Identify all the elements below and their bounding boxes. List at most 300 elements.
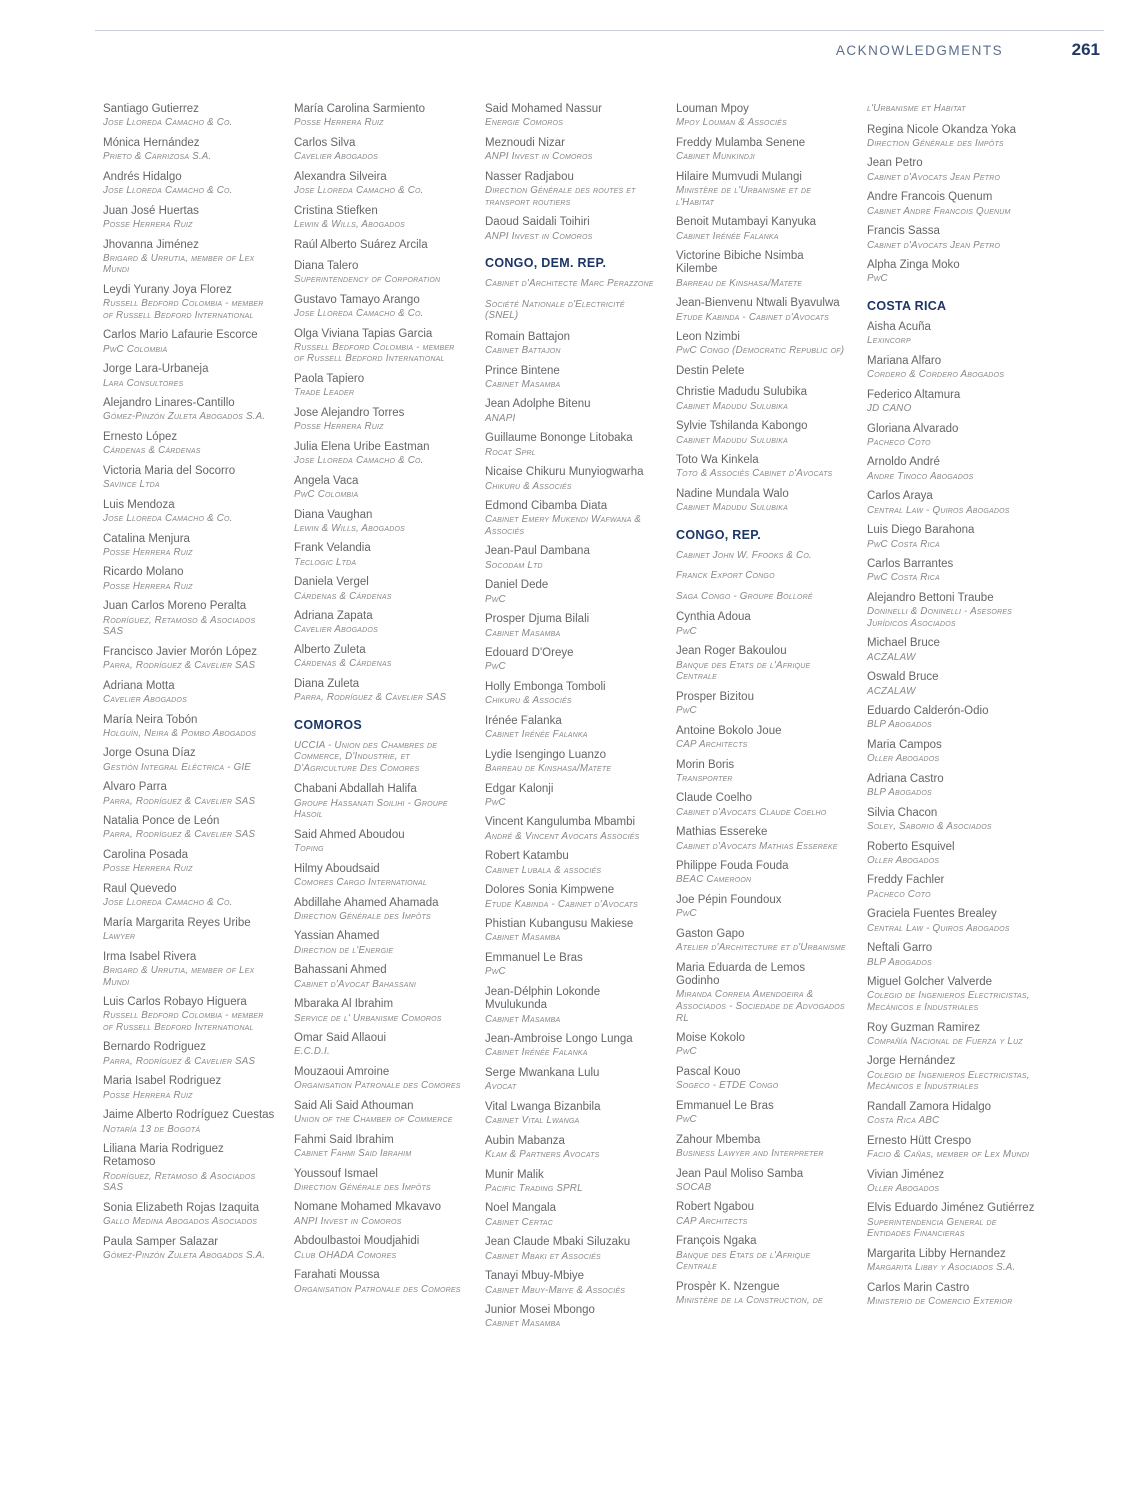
person-affiliation: Lawyer [103, 931, 136, 943]
person-entry [867, 157, 1039, 183]
person-entry [294, 1235, 466, 1261]
person-name: Cristina Stiefken [294, 204, 378, 217]
person-entry [103, 171, 275, 197]
person-affiliation: Klam & Partners Avocats [485, 1149, 600, 1161]
person-entry [294, 373, 466, 399]
person-affiliation: Cabinet Madudu Sulubika [676, 502, 788, 514]
person-name: Ricardo Molano [103, 566, 184, 579]
person-entry [294, 964, 466, 990]
person-entry [485, 398, 657, 424]
person-entry [294, 239, 466, 252]
person-affiliation: Union of the Chamber of Commerce [294, 1114, 453, 1126]
person-entry [867, 874, 1039, 900]
person-name: Mbaraka Al Ibrahim [294, 998, 394, 1011]
person-name: Dolores Sonia Kimpwene [485, 884, 615, 897]
person-affiliation: Cavelier Abogados [294, 624, 378, 636]
person-affiliation: PwC Costa Rica [867, 538, 940, 550]
person-name: Gustavo Tamayo Arango [294, 293, 420, 306]
person-entry [867, 1248, 1039, 1274]
person-name: Louman Mpoy [676, 103, 749, 115]
person-affiliation: Cabinet Fahmi Said Ibrahim [294, 1148, 412, 1160]
person-affiliation: PwC [485, 796, 506, 808]
person-name: Adriana Castro [867, 772, 944, 785]
person-entry [294, 1100, 466, 1126]
acknowledgments-columns [103, 103, 1039, 1338]
person-entry [485, 1135, 657, 1161]
person-entry [294, 610, 466, 636]
person-name: Freddy Mulamba Senene [676, 136, 806, 149]
person-entry [485, 613, 657, 639]
person-affiliation: Organisation Patronale des Comores [294, 1283, 461, 1295]
person-entry [103, 1236, 275, 1262]
person-name: Catalina Menjura [103, 532, 190, 545]
person-name: Daoud Saidali Toihiri [485, 216, 590, 229]
person-entry [867, 671, 1039, 697]
person-entry [485, 1304, 657, 1330]
person-entry [103, 465, 275, 491]
person-entry [867, 355, 1039, 381]
person-name: Irma Isabel Rivera [103, 950, 197, 963]
person-entry [103, 137, 275, 163]
person-name: Philippe Fouda Fouda [676, 860, 789, 873]
person-name: Jorge Hernández [867, 1055, 956, 1068]
person-name: Adriana Motta [103, 679, 175, 692]
person-name: Roy Guzman Ramirez [867, 1021, 981, 1034]
person-name: Alberto Zuleta [294, 644, 366, 656]
person-affiliation: Lara Consultores [103, 377, 184, 389]
person-entry [294, 171, 466, 197]
person-affiliation: Cabinet Lubala & associés [485, 864, 602, 876]
person-entry [485, 986, 657, 1025]
person-name: Maria Campos [867, 738, 942, 751]
person-entry [294, 930, 466, 956]
person-name: Emmanuel Le Bras [485, 951, 583, 964]
person-entry [294, 1269, 466, 1295]
person-affiliation: Cabinet d'Avocat Bahassani [294, 978, 416, 990]
person-affiliation: Prieto & Carrizosa S.A. [103, 151, 212, 163]
person-affiliation: Club OHADA Comores [294, 1249, 397, 1261]
person-entry [294, 678, 466, 704]
person-entry [867, 976, 1039, 1013]
person-entry [867, 1169, 1039, 1195]
header-line [0, 40, 1136, 60]
person-affiliation: Energie Comoros [485, 117, 564, 129]
person-name: Romain Battajon [485, 330, 571, 343]
person-entry [676, 137, 848, 163]
person-entry [485, 137, 657, 163]
organization-entry: Cabinet John W. Ffooks & Co. [676, 549, 812, 561]
person-name: Ernesto Hütt Crespo [867, 1134, 972, 1147]
person-entry [867, 592, 1039, 629]
person-affiliation: Service de l' Urbanisme Comoros [294, 1012, 442, 1024]
person-affiliation: Doninelli & Doninelli - Asesores Jurídicos Asociados [867, 606, 1013, 629]
person-affiliation: Ministère de l'Urbanisme et de l'Habitat [676, 185, 812, 208]
person-name: Pascal Kouo [676, 1065, 741, 1078]
organization-entry: Saga Congo - Groupe Bolloré [676, 590, 813, 602]
person-affiliation: PwC Costa Rica [867, 572, 940, 584]
person-entry [294, 137, 466, 163]
person-entry [867, 942, 1039, 968]
person-name: François Ngaka [676, 1235, 757, 1248]
person-name: Francis Sassa [867, 225, 940, 238]
person-entry [676, 826, 848, 852]
person-affiliation: Rocat Sprl [485, 446, 536, 458]
person-affiliation: Gallo Medina Abogados Asociados [103, 1216, 258, 1228]
person-entry [676, 645, 848, 682]
person-name: Andre Francois Quenum [867, 191, 993, 204]
person-affiliation: Chikuru & Associés [485, 695, 572, 707]
person-name: Tanayi Mbuy-Mbiye [485, 1270, 585, 1283]
person-entry [485, 884, 657, 910]
person-affiliation: E.C.D.I. [294, 1046, 330, 1058]
person-affiliation: Cabinet Madudu Sulubika [676, 434, 788, 446]
person-affiliation: Superintendencia General de Entidades Financieras [867, 1216, 997, 1240]
section-heading: COMOROS [294, 717, 363, 732]
person-name: Julia Elena Uribe Eastman [294, 440, 430, 453]
header-rule [95, 30, 1104, 31]
person-name: Angela Vaca [294, 474, 359, 487]
person-affiliation: Cabinet Mbuy-Mbiye & Associés [485, 1284, 626, 1296]
person-name: Omar Said Allaoui [294, 1032, 387, 1045]
person-affiliation: Cabinet Mbaki et Associés [485, 1250, 601, 1262]
person-name: Antoine Bokolo Joue [676, 724, 782, 737]
person-entry [103, 883, 275, 909]
person-affiliation: Russell Bedford Colombia - member of Russell Bedford International [294, 341, 455, 365]
person-name: Prince Bintene [485, 364, 560, 377]
person-name: Luis Mendoza [103, 498, 175, 511]
person-affiliation: Banque des Etats de l'Afrique Centrale [676, 1249, 811, 1273]
person-name: Carolina Posada [103, 849, 189, 862]
person-affiliation: Brigard & Urrutia, member of Lex Mundi [103, 964, 255, 988]
person-name: Daniel Dede [485, 579, 549, 592]
person-entry [676, 691, 848, 717]
person-entry [103, 533, 275, 559]
person-affiliation: Lewin & Wills, Abogados [294, 522, 405, 534]
person-affiliation: PwC [867, 273, 888, 285]
person-affiliation: Parra, Rodríguez & Cavelier SAS [103, 660, 256, 672]
person-affiliation: Cabinet Masamba [485, 1013, 561, 1025]
person-name: Abdoulbastoi Moudjahidi [294, 1235, 420, 1248]
person-name: Alvaro Parra [103, 781, 167, 794]
person-affiliation: Margarita Libby y Asociados S.A. [867, 1262, 1016, 1274]
person-name: Holly Embonga Tomboli [485, 680, 606, 693]
person-affiliation: Cabinet Irénée Falanka [485, 729, 588, 741]
person-affiliation: Posse Herrera Ruiz [103, 580, 193, 592]
person-name: Olga Viviana Tapias Garcia [294, 327, 433, 340]
person-affiliation: Rodríguez, Retamoso & Asociados SAS [103, 614, 256, 638]
person-affiliation: Lexincorp [867, 335, 911, 347]
person-name: Alexandra Silveira [294, 170, 387, 183]
person-name: Chabani Abdallah Halifa [294, 783, 417, 796]
person-name: Raul Quevedo [103, 882, 177, 895]
person-name: Jean-Bienvenu Ntwali Byavulwa [676, 297, 840, 310]
person-affiliation: PwC Congo (Democratic Republic of) [676, 345, 845, 357]
person-entry [676, 1168, 848, 1194]
person-affiliation: PwC [485, 593, 506, 605]
person-name: Michael Bruce [867, 637, 940, 650]
person-affiliation: Cabinet Masamba [485, 1318, 561, 1330]
person-name: Destin Pelete [676, 365, 745, 377]
person-entry [103, 747, 275, 773]
person-affiliation: Cordero & Cordero Abogados [867, 369, 1005, 381]
person-entry [867, 456, 1039, 482]
person-name: Robert Katambu [485, 850, 569, 863]
person-entry [103, 600, 275, 637]
person-affiliation: PwC Colombia [294, 488, 359, 500]
person-entry [294, 509, 466, 535]
person-affiliation: Gómez-Pinzón Zuleta Abogados S.A. [103, 1250, 266, 1262]
person-affiliation: Cabinet Certac [485, 1216, 554, 1228]
person-affiliation: Posse Herrera Ruiz [294, 117, 384, 129]
person-entry [103, 1143, 275, 1194]
person-affiliation: ANPI Invest in Comoros [485, 151, 593, 163]
person-entry [103, 646, 275, 672]
person-name: Joe Pépin Foundoux [676, 894, 782, 907]
person-entry [867, 389, 1039, 415]
person-name: Leydi Yurany Joya Florez [103, 283, 232, 296]
person-name: Mónica Hernández [103, 136, 200, 149]
person-affiliation: PwC [676, 705, 697, 717]
person-name: Hilmy Aboudsaid [294, 862, 380, 875]
person-affiliation: Oller Abogados [867, 1182, 940, 1194]
person-entry [867, 1055, 1039, 1092]
person-entry [485, 1101, 657, 1127]
organization-entry: Franck Export Congo [676, 570, 775, 582]
person-entry [676, 792, 848, 818]
person-affiliation: Cabinet d'Avocats Claude Coelho [676, 806, 827, 818]
person-entry [867, 259, 1039, 285]
person-affiliation: Socodam Ltd [485, 559, 543, 571]
person-entry [103, 815, 275, 841]
person-affiliation: Central Law - Quiros Abogados [867, 504, 1010, 516]
organization-entry: l'Urbanisme et Habitat [867, 103, 966, 114]
person-name: Morin Boris [676, 758, 735, 771]
person-name: Carlos Silva [294, 136, 356, 149]
person-name: Farahati Moussa [294, 1269, 380, 1282]
person-affiliation: Cárdenas & Cárdenas [294, 658, 392, 670]
person-entry [867, 739, 1039, 765]
person-name: Jean Adolphe Bitenu [485, 398, 591, 411]
person-entry [103, 284, 275, 321]
column [294, 103, 466, 1303]
person-entry [294, 783, 466, 820]
person-entry [867, 124, 1039, 150]
person-affiliation: BLP Abogados [867, 787, 932, 799]
person-name: Munir Malik [485, 1168, 544, 1181]
person-affiliation: Colegio de Ingenieros Electricistas, Mecánicos e Industriales [867, 1069, 1030, 1093]
person-name: Diana Zuleta [294, 677, 360, 690]
person-name: Hilaire Mumvudi Mulangi [676, 170, 802, 183]
person-entry [294, 475, 466, 501]
person-affiliation: Jose Lloreda Camacho & Co. [103, 117, 233, 129]
person-name: Youssouf Ismael [294, 1167, 378, 1180]
person-affiliation: Brigard & Urrutia, member of Lex Mundi [103, 252, 255, 276]
person-entry [294, 407, 466, 433]
person-name: Mariana Alfaro [867, 354, 942, 367]
person-name: Santiago Gutierrez [103, 103, 199, 115]
person-affiliation: Jose Lloreda Camacho & Co. [294, 455, 424, 467]
person-affiliation: Cavelier Abogados [294, 151, 378, 163]
person-name: Jean-Paul Dambana [485, 545, 590, 558]
person-affiliation: Cárdenas & Cárdenas [294, 590, 392, 602]
person-affiliation: Posse Herrera Ruiz [294, 421, 384, 433]
person-name: Jhovanna Jiménez [103, 238, 199, 251]
person-name: Alejandro Linares-Cantillo [103, 397, 235, 410]
person-name: Vivian Jiménez [867, 1168, 945, 1181]
person-name: Freddy Fachler [867, 874, 945, 887]
person-affiliation: Cabinet Vital Lwanga [485, 1115, 580, 1127]
person-entry [103, 781, 275, 807]
section-heading: COSTA RICA [867, 298, 947, 313]
person-entry [485, 1236, 657, 1262]
person-entry [485, 545, 657, 571]
person-name: Phistian Kubangusu Makiese [485, 918, 634, 931]
person-entry [676, 928, 848, 954]
person-name: Cynthia Adoua [676, 611, 751, 624]
person-name: Said Ali Said Athouman [294, 1099, 414, 1112]
person-affiliation: Cabinet Munkindji [676, 151, 755, 163]
person-affiliation: Barreau de Kinshasa/Matete [485, 763, 612, 775]
person-name: Prospèr K. Nzengue [676, 1280, 780, 1293]
person-name: Margarita Libby Hernandez [867, 1247, 1006, 1260]
person-entry [676, 759, 848, 785]
person-affiliation: PwC [676, 908, 697, 920]
person-name: Junior Mosei Mbongo [485, 1304, 595, 1317]
person-affiliation: ACZALAW [867, 651, 916, 663]
person-name: Jean Roger Bakoulou [676, 645, 787, 658]
person-entry [294, 1134, 466, 1160]
person-affiliation: Direction Générale des routes et transport routiers [485, 185, 636, 208]
person-affiliation: Direction Générale des Impôts [294, 1181, 431, 1193]
person-name: Yassian Ahamed [294, 930, 380, 943]
person-entry [676, 962, 848, 1024]
person-entry [485, 365, 657, 391]
person-entry [485, 171, 657, 208]
person-name: Emmanuel Le Bras [676, 1099, 774, 1112]
person-name: Federico Altamura [867, 388, 961, 401]
person-name: María Margarita Reyes Uribe [103, 916, 251, 929]
organization-entry: UCCIA - Union des Chambres de Commerce, D'Industrie, et D'Agriculture Des Comores [294, 739, 438, 774]
person-affiliation: Business Lawyer and Interpreter [676, 1148, 824, 1160]
person-affiliation: Cabinet Masamba [485, 932, 561, 944]
person-entry [485, 1270, 657, 1296]
person-affiliation: Jose Lloreda Camacho & Co. [103, 897, 233, 909]
person-entry [103, 499, 275, 525]
person-entry [485, 749, 657, 775]
person-name: Prosper Bizitou [676, 690, 754, 703]
person-entry [294, 1032, 466, 1058]
person-name: Vital Lwanga Bizanbila [485, 1100, 601, 1113]
person-name: Daniela Vergel [294, 576, 369, 589]
person-affiliation: Sogeco - ETDE Congo [676, 1080, 779, 1092]
person-affiliation: Cavelier Abogados [103, 693, 187, 705]
person-affiliation: CAP Architects [676, 1215, 748, 1227]
person-affiliation: PwC [676, 1046, 697, 1058]
person-affiliation: Oller Abogados [867, 753, 940, 765]
person-entry [676, 611, 848, 637]
person-entry [867, 1282, 1039, 1308]
person-name: Claude Coelho [676, 792, 753, 805]
person-name: Paola Tapiero [294, 373, 365, 385]
person-name: Randall Zamora Hidalgo [867, 1100, 992, 1113]
person-entry [485, 647, 657, 673]
person-name: Eduardo Calderón-Odio [867, 705, 989, 718]
person-affiliation: Facio & Cañas, member of Lex Mundi [867, 1149, 1030, 1161]
column [103, 103, 275, 1270]
person-name: María Carolina Sarmiento [294, 103, 426, 115]
person-affiliation: PwC [485, 966, 506, 978]
person-entry [103, 1202, 275, 1228]
person-name: Aubin Mabanza [485, 1134, 565, 1147]
person-entry [294, 260, 466, 286]
person-entry [676, 1201, 848, 1227]
person-affiliation: Ministerio de Comercio Exterior [867, 1296, 1013, 1308]
person-affiliation: BLP Abogados [867, 956, 932, 968]
person-entry [294, 1066, 466, 1092]
person-name: Diana Vaughan [294, 508, 373, 521]
person-entry [485, 918, 657, 944]
person-name: Mouzaoui Amroine [294, 1065, 390, 1078]
person-name: Jean Petro [867, 157, 923, 170]
person-entry [485, 500, 657, 537]
organization-entry: Cabinet d'Architecte Marc Perazzone [485, 278, 654, 290]
person-entry [867, 558, 1039, 584]
person-entry [485, 103, 657, 129]
page-title: ACKNOWLEDGMENTS [835, 43, 1004, 58]
person-entry [294, 441, 466, 467]
person-entry [676, 725, 848, 751]
person-name: Miguel Golcher Valverde [867, 976, 993, 989]
person-affiliation: Central Law - Quiros Abogados [867, 922, 1010, 934]
person-entry [485, 681, 657, 707]
person-entry [485, 1169, 657, 1195]
person-entry [676, 386, 848, 412]
person-name: Jean-Délphin Lokonde Mvulukunda [485, 985, 601, 1012]
person-name: Abdillahe Ahamed Ahamada [294, 896, 439, 909]
person-affiliation: Toto & Associés Cabinet d'Avocats [676, 468, 833, 480]
person-affiliation: Parra, Rodríguez & Cavelier SAS [294, 692, 447, 704]
person-name: Raúl Alberto Suárez Arcila [294, 238, 428, 251]
person-entry [867, 1135, 1039, 1161]
person-entry [676, 1235, 848, 1272]
person-name: Prosper Djuma Bilali [485, 613, 590, 626]
person-entry [103, 363, 275, 389]
person-name: Carlos Mario Lafaurie Escorce [103, 329, 258, 342]
person-name: Elvis Eduardo Jiménez Gutiérrez [867, 1202, 1035, 1215]
person-entry [867, 807, 1039, 833]
person-affiliation: Pacific Trading SPRL [485, 1182, 583, 1194]
person-entry [485, 783, 657, 809]
person-affiliation: Compañía Nacional de Fuerza y Luz [867, 1035, 1023, 1047]
person-affiliation: Cabinet Masamba [485, 627, 561, 639]
person-affiliation: Banque des Etats de l'Afrique Centrale [676, 659, 811, 683]
person-name: Moise Kokolo [676, 1032, 746, 1045]
person-entry [485, 331, 657, 357]
person-name: Roberto Esquivel [867, 840, 955, 853]
person-entry [676, 454, 848, 480]
person-entry [676, 1066, 848, 1092]
person-entry [294, 205, 466, 231]
person-affiliation: Cabinet d'Avocats Jean Petro [867, 239, 1001, 251]
person-affiliation: PwC [485, 661, 506, 673]
person-name: Carlos Marin Castro [867, 1281, 970, 1294]
person-affiliation: Cabinet Andre Francois Quenum [867, 205, 1011, 217]
person-name: Zahour Mbemba [676, 1133, 761, 1146]
person-name: Jorge Lara-Urbaneja [103, 363, 209, 376]
person-name: Natalia Ponce de León [103, 815, 220, 828]
person-affiliation: Posse Herrera Ruiz [103, 863, 193, 875]
person-name: Edouard D'Oreye [485, 647, 574, 660]
